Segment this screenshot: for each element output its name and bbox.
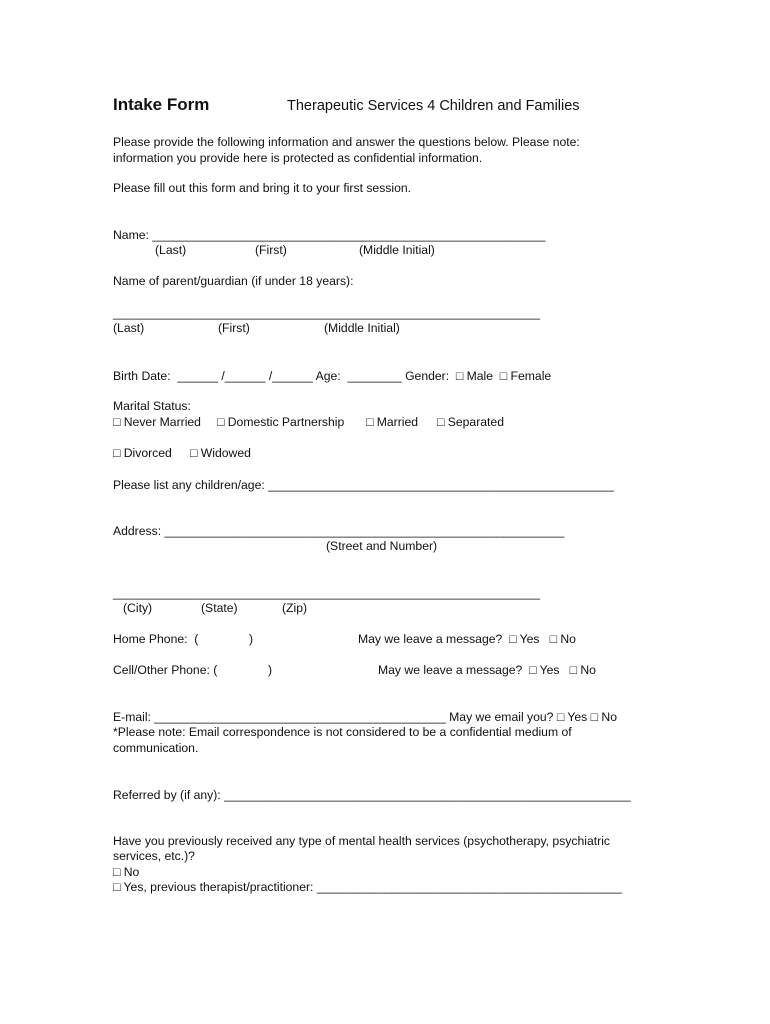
marital-option-domestic-partnership[interactable]: □ Domestic Partnership: [217, 415, 345, 429]
mental-health-question-1: Have you previously received any type of mental health services (psychotherapy, psychiatric: [113, 834, 610, 848]
children-field[interactable]: Please list any children/age: ___________________________________________________: [113, 478, 614, 492]
address-line-2[interactable]: _______________________________________________________________: [113, 586, 541, 600]
home-phone-label: Home Phone: (: [113, 632, 199, 646]
name-sub-last: (Last): [155, 243, 187, 257]
address-field[interactable]: Address: ___________________________________________________________: [113, 524, 565, 538]
marital-option-never-married[interactable]: □ Never Married: [113, 415, 201, 429]
intro-line-2: information you provide here is protected as confidential information.: [113, 151, 483, 165]
cell-message-choice[interactable]: May we leave a message? □ Yes □ No: [378, 663, 596, 677]
marital-option-widowed[interactable]: □ Widowed: [190, 446, 251, 460]
marital-option-divorced[interactable]: □ Divorced: [113, 446, 172, 460]
mental-health-question-2: services, etc.)?: [113, 849, 195, 863]
email-note-line-1: *Please note: Email correspondence is not considered to be a confidential medium of: [113, 725, 572, 739]
guardian-sub-first: (First): [218, 321, 250, 335]
instruction-text: Please fill out this form and bring it to your first session.: [113, 181, 412, 195]
cell-phone-label: Cell/Other Phone: (: [113, 663, 218, 677]
cell-phone-close: ): [268, 663, 273, 677]
birth-age-gender-row[interactable]: Birth Date: ______ /______ /______ Age: ________ Gender: □ Male □ Female: [113, 369, 552, 383]
page-title: Intake Form: [113, 95, 210, 114]
address-sub-state: (State): [201, 601, 238, 615]
name-sub-middle: (Middle Initial): [359, 243, 435, 257]
address-sub-city: (City): [123, 601, 153, 615]
home-message-choice[interactable]: May we leave a message? □ Yes □ No: [358, 632, 576, 646]
home-phone-close: ): [249, 632, 254, 646]
mental-health-option-yes[interactable]: □ Yes, previous therapist/practitioner: _____________________________________________: [113, 880, 622, 894]
referral-field[interactable]: Referred by (if any): ____________________________________________________________: [113, 788, 631, 802]
address-sub-street: (Street and Number): [326, 539, 438, 553]
guardian-sub-last: (Last): [113, 321, 145, 335]
name-sub-first: (First): [255, 243, 287, 257]
email-row[interactable]: E-mail: ___________________________________________ May we email you? □ Yes □ No: [113, 710, 617, 724]
guardian-field[interactable]: _______________________________________________________________: [113, 306, 541, 320]
intro-line-1: Please provide the following information and answer the questions below. Please note:: [113, 135, 580, 149]
marital-status-label: Marital Status:: [113, 399, 191, 413]
email-note-line-2: communication.: [113, 741, 199, 755]
name-field[interactable]: Name: __________________________________________________________: [113, 228, 546, 242]
organization-name: Therapeutic Services 4 Children and Families: [287, 98, 580, 114]
marital-option-married[interactable]: □ Married: [366, 415, 419, 429]
marital-option-separated[interactable]: □ Separated: [437, 415, 504, 429]
address-sub-zip: (Zip): [282, 601, 308, 615]
mental-health-option-no[interactable]: □ No: [113, 865, 140, 879]
guardian-sub-middle: (Middle Initial): [324, 321, 400, 335]
guardian-label: Name of parent/guardian (if under 18 years):: [113, 274, 354, 288]
